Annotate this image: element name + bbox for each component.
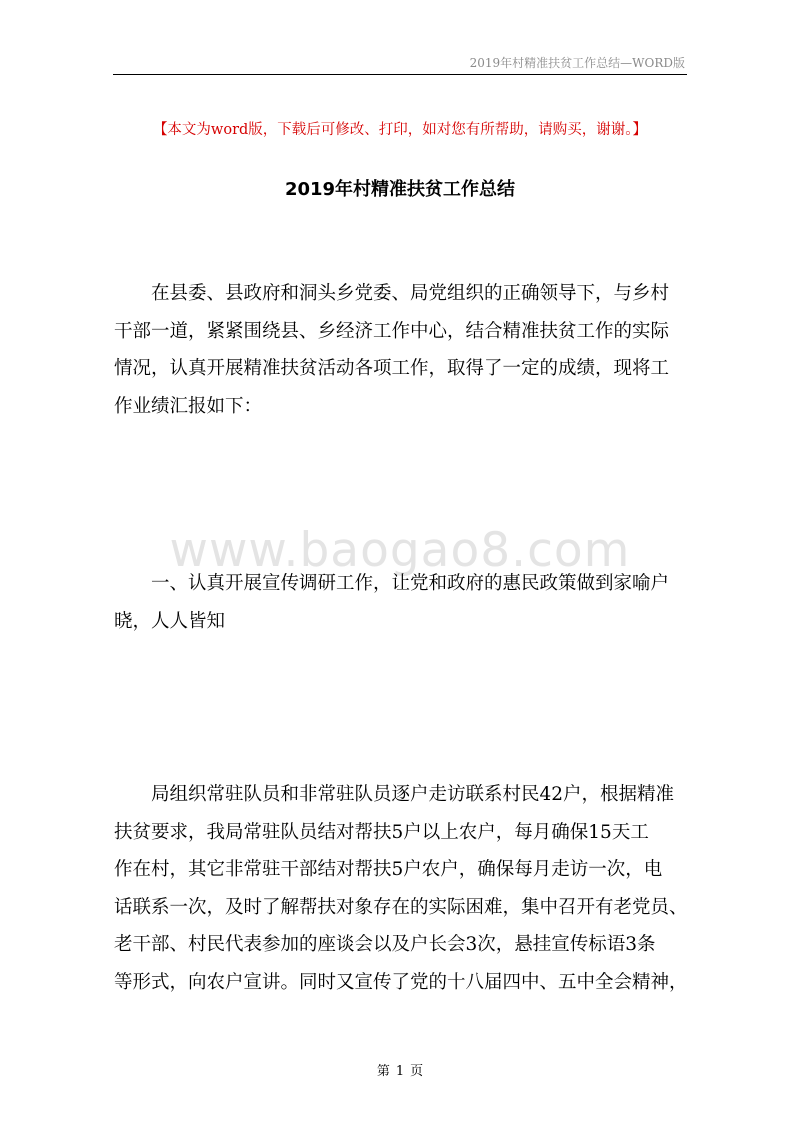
paragraph-line: 扶贫要求，我局常驻队员结对帮扶5户以上农户，每月确保15天工: [114, 821, 649, 843]
page-number: 1: [395, 1064, 405, 1079]
paragraph-line: 一、认真开展宣传调研工作，让党和政府的惠民政策做到家喻户: [151, 573, 670, 594]
paragraph-intro: [114, 275, 694, 425]
paragraph-line: 作业绩汇报如下：: [114, 395, 263, 417]
purchase-notice: 【本文为word版，下载后可修改、打印，如对您有所帮助，请购买，谢谢。】: [152, 122, 648, 138]
section-heading-1: [114, 565, 694, 640]
paragraph-line: 情况，认真开展精准扶贫活动各项工作，取得了一定的成绩，现将工: [114, 358, 670, 379]
paragraph-line: 话联系一次，及时了解帮扶对象存在的实际困难，集中召开有老党员、: [114, 896, 688, 918]
page-footer: [0, 1060, 800, 1079]
paragraph-line: 在县委、县政府和洞头乡党委、局党组织的正确领导下，与乡村: [151, 283, 670, 304]
paragraph-line: 等形式，向农户宣讲。同时又宣传了党的十八届四中、五中全会精神，: [114, 971, 688, 993]
paragraph-line: 干部一道，紧紧围绕县、乡经济工作中心，结合精准扶贫工作的实际: [114, 320, 670, 342]
paragraph-line: 老干部、村民代表参加的座谈会以及户长会3次，悬挂宣传标语3条: [114, 934, 656, 955]
paragraph-line: 作在村，其它非常驻干部结对帮扶5户农户，确保每月走访一次，电: [114, 859, 663, 880]
paragraph-line: 晓，人人皆知: [114, 610, 226, 632]
document-title: 2019年村精准扶贫工作总结: [284, 179, 516, 200]
page-suffix: 页: [410, 1064, 424, 1079]
paragraph-body: [114, 776, 694, 1001]
page-prefix: 第: [376, 1064, 390, 1079]
paragraph-line: 局组织常驻队员和非常驻队员逐户走访联系村民42户，根据精准: [151, 784, 675, 805]
watermark: www.baogao8.com: [169, 523, 631, 578]
running-header: 2019年村精准扶贫工作总结—WORD版: [469, 56, 685, 70]
header-divider: [113, 74, 687, 75]
